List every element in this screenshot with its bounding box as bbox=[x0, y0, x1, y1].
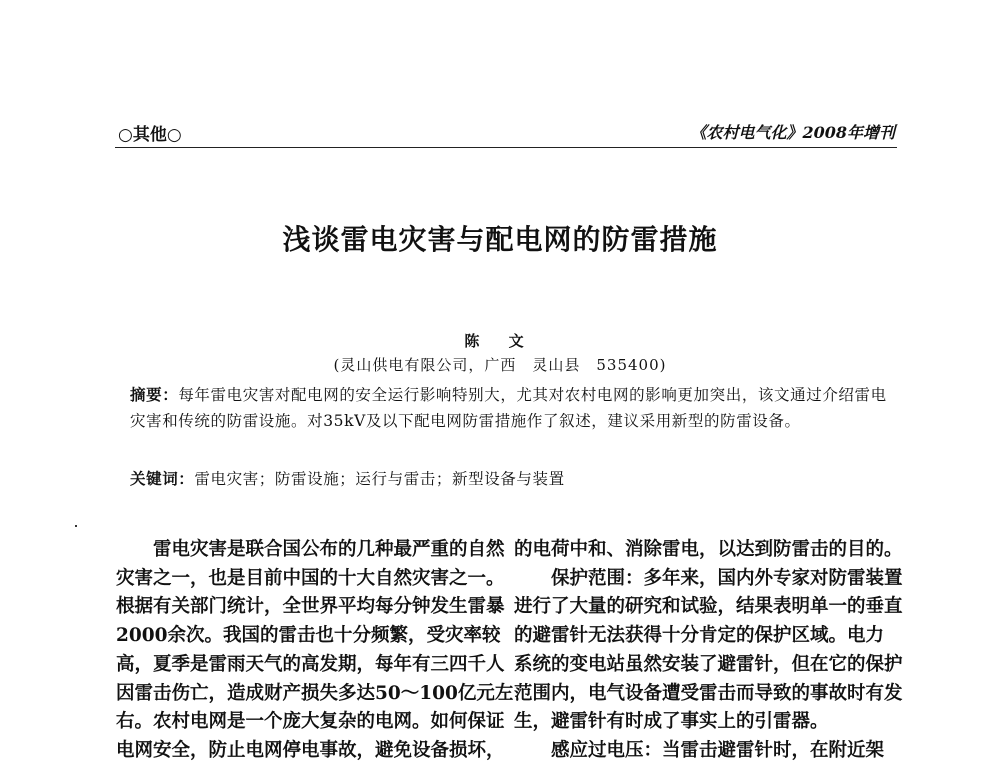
affiliation: (灵山供电有限公司，广西 灵山县 535400) bbox=[333, 356, 667, 374]
body-line: 的电荷中和、消除雷电，以达到防雷击的目的。 bbox=[514, 539, 903, 560]
body-line: 雷电灾害是联合国公布的几种最严重的自然 bbox=[153, 539, 505, 560]
author: 陈 文 bbox=[464, 332, 536, 350]
body-line: 的避雷针无法获得十分肯定的保护区域。电力 bbox=[514, 625, 885, 647]
abstract-label: 摘要： bbox=[130, 386, 179, 404]
body-line: 系统的变电站虽然安装了避雷针，但在它的保护 bbox=[514, 653, 903, 675]
body-line: 根据有关部门统计，全世界平均每分钟发生雷暴 bbox=[116, 596, 505, 618]
body-line: 范围内，电气设备遭受雷击而导致的事故时有发 bbox=[514, 682, 903, 704]
body-line: 右。农村电网是一个庞大复杂的电网。如何保证 bbox=[116, 711, 505, 733]
body-line: 高，夏季是雷雨天气的高发期，每年有三四千人 bbox=[116, 653, 505, 675]
body-line: 2000余次。我国的雷击也十分频繁，受灾率较 bbox=[116, 625, 501, 647]
body-line: 感应过电压：当雷击避雷针时，在附近架 bbox=[551, 739, 885, 761]
abstract bbox=[130, 382, 890, 434]
body-line: 进行了大量的研究和试验，结果表明单一的垂直 bbox=[514, 596, 903, 618]
body-line: 因雷击伤亡，造成财产损失多达50～100亿元左 bbox=[116, 682, 514, 704]
journal-name: 《农村电气化》2008年增刊 bbox=[690, 123, 895, 142]
keywords-text: 雷电灾害；防雷设施；运行与雷击；新型设备与装置 bbox=[194, 470, 565, 488]
body-column-left bbox=[116, 536, 514, 766]
body-line: 保护范围：多年来，国内外专家对防雷装置 bbox=[551, 567, 903, 589]
keywords bbox=[130, 467, 565, 489]
body-line: 生，避雷针有时成了事实上的引雷器。 bbox=[514, 711, 829, 733]
header-rule bbox=[115, 147, 897, 148]
body-line: 电网安全，防止电网停电事故，避免设备损坏， bbox=[116, 739, 505, 761]
paper-title: 浅谈雷电灾害与配电网的防雷措施 bbox=[282, 223, 718, 256]
keywords-label: 关键词： bbox=[130, 470, 195, 488]
abstract-text: 每年雷电灾害对配电网的安全运行影响特别大，尤其对农村电网的影响更加突出，该文通过介绍雷电灾害和传统的防雷设施。对35kV及以下配电网防雷措施作了叙述，建议采用新型的防雷设备。 bbox=[130, 386, 887, 430]
section-label: ○其他○ bbox=[118, 125, 182, 145]
body-line: 灾害之一，也是目前中国的十大自然灾害之一。 bbox=[116, 567, 505, 589]
scan-speck bbox=[75, 525, 77, 527]
body-column-right bbox=[514, 536, 903, 766]
